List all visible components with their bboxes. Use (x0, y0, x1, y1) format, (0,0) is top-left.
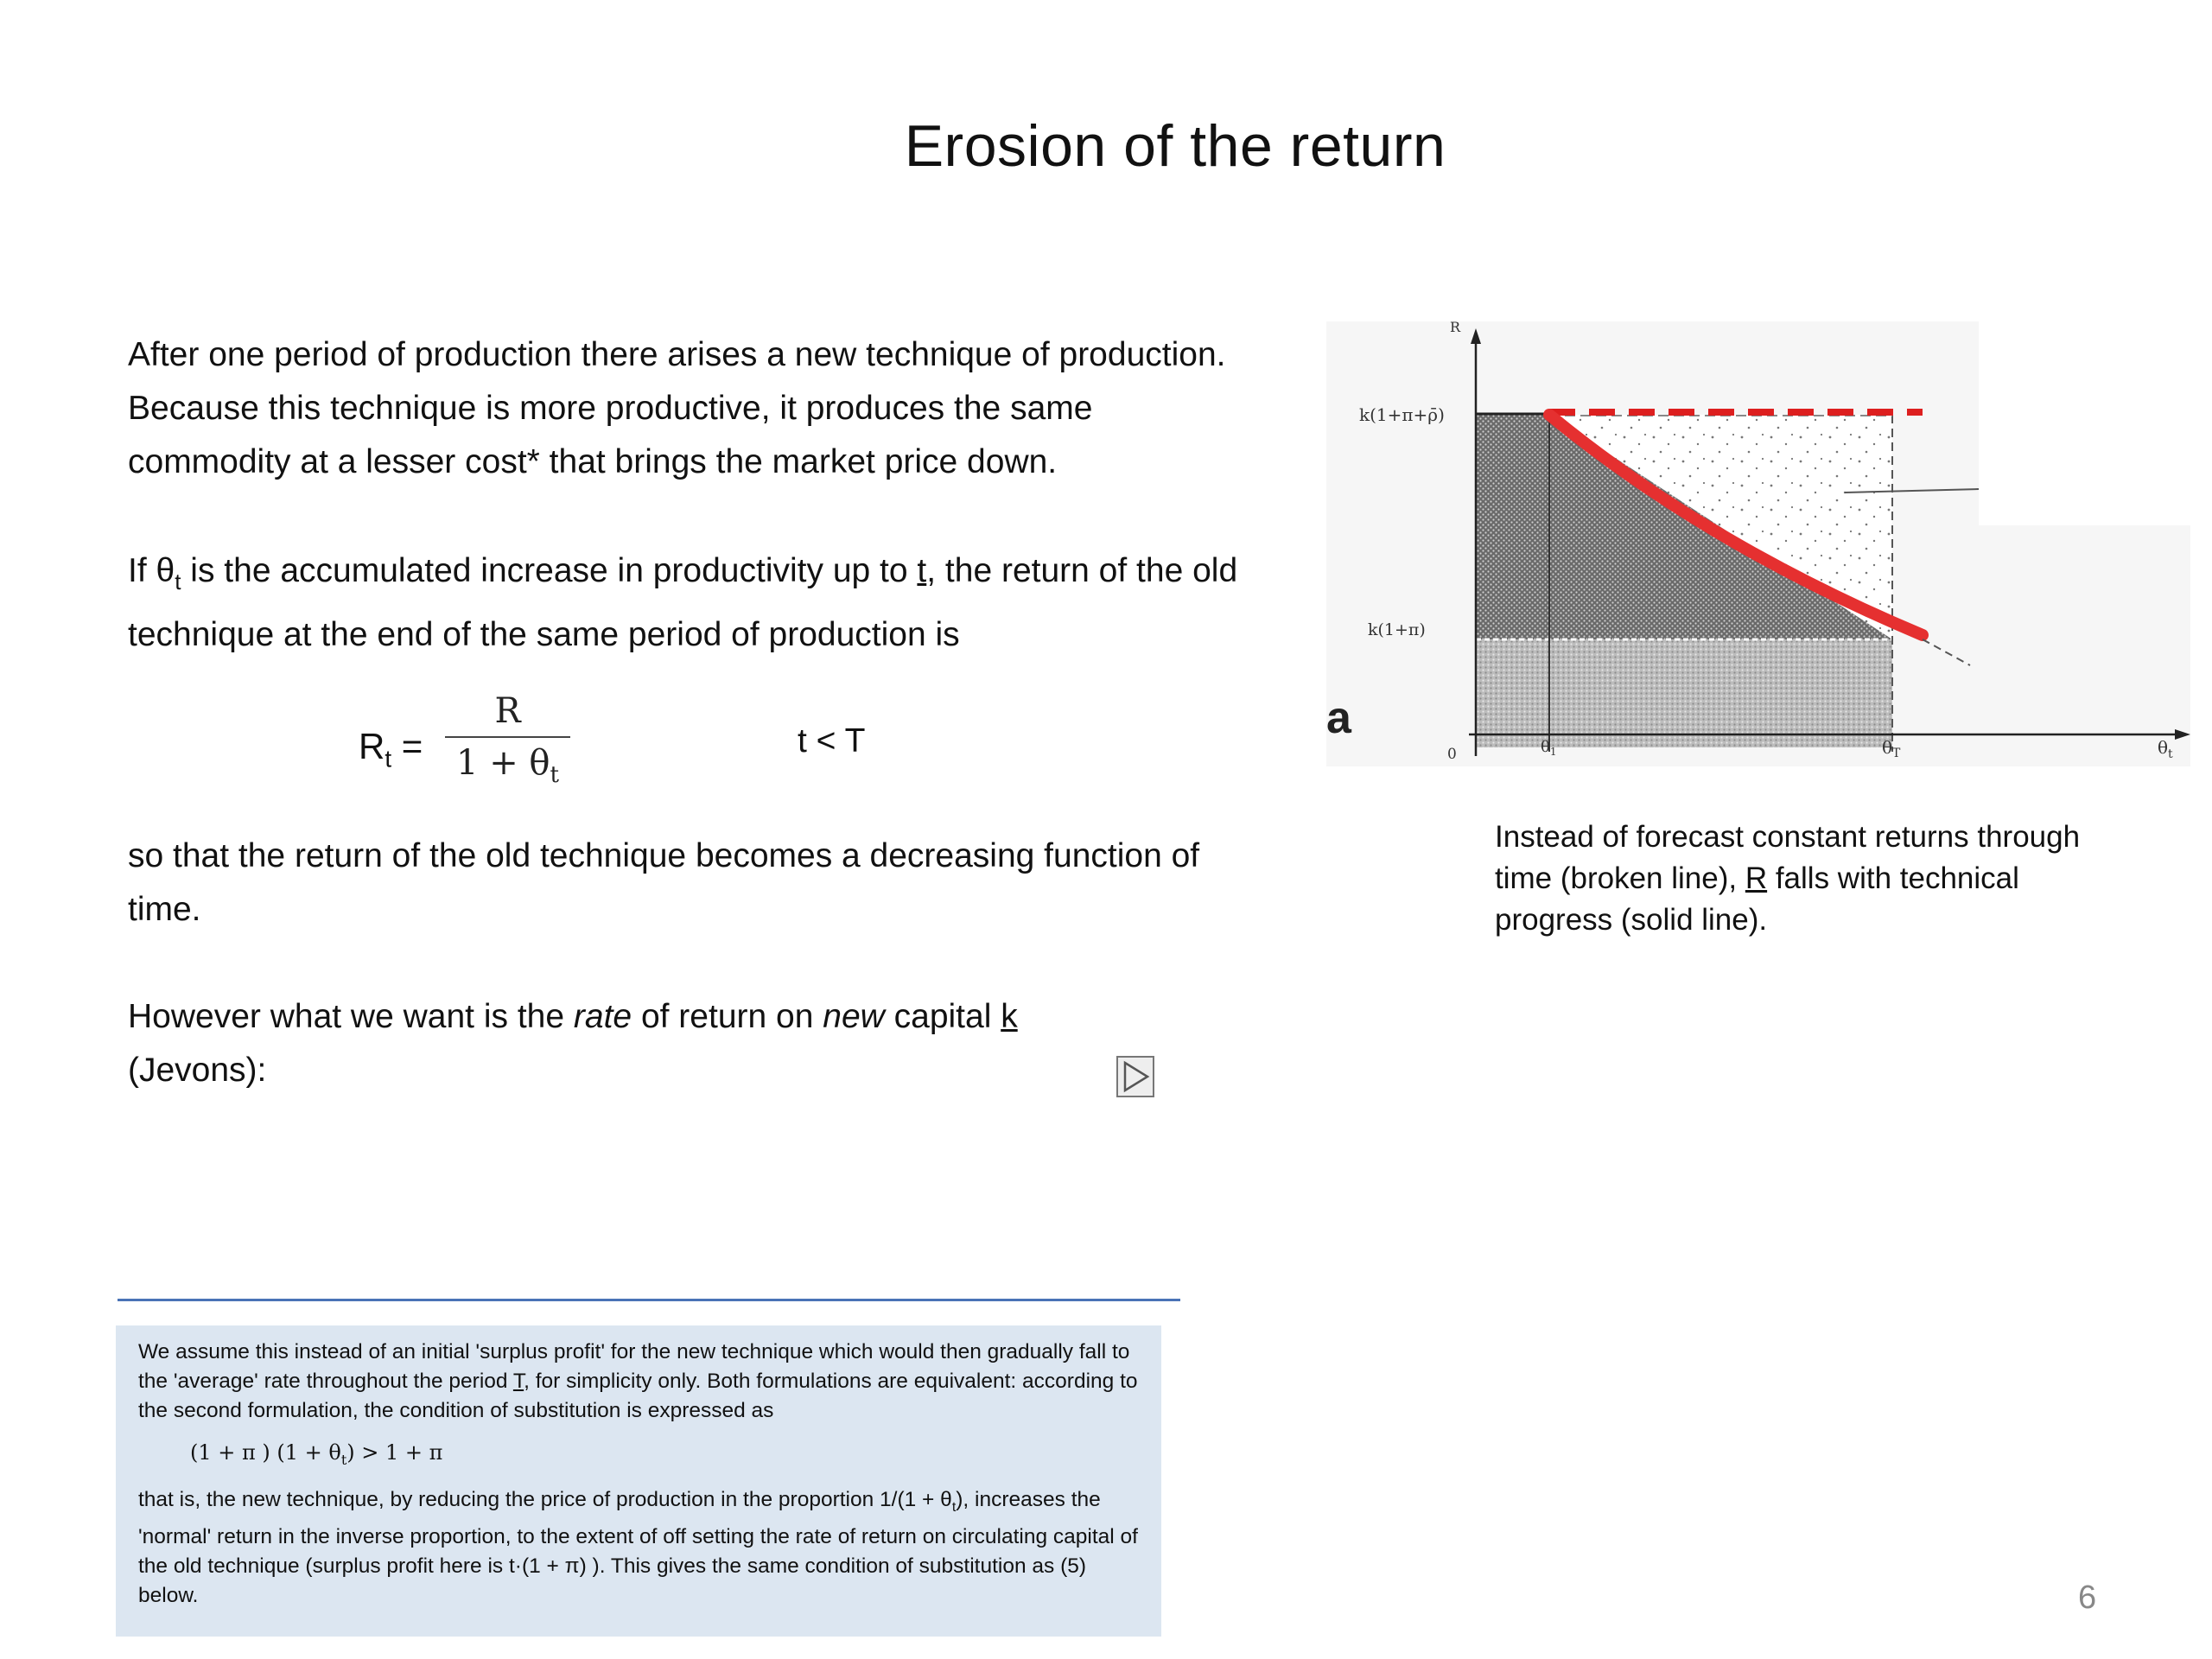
figure-background-right (1979, 525, 2190, 766)
footnote-divider (118, 1299, 1180, 1301)
footnote-para-1: We assume this instead of an initial 'surplus profit' for the new technique which would then gradually fall to the 'average' rate throughout the period T, for simplicity only. Both formulations are equivalent: according to the second formulation, the condition of substitution is expressed as (138, 1340, 1138, 1422)
formula-numerator: R (445, 691, 570, 738)
caption-R-variable: R (1745, 861, 1768, 895)
label-base-return: k(1+π) (1368, 620, 1426, 639)
return-erosion-figure (1326, 311, 2190, 778)
t-variable: t (917, 552, 927, 589)
figure-caption: Instead of forecast constant returns through time (broken line), R falls with technical progress (solid line). (1495, 820, 2081, 937)
theta-symbol: $\theta_t$ (156, 552, 181, 594)
formula-lhs: $R_t$ = (359, 726, 423, 772)
panel-letter: a (1326, 693, 1351, 743)
play-action-icon[interactable] (1116, 1056, 1154, 1097)
axis-y-label: R (1450, 319, 1461, 335)
label-top-return: k(1+π+ρ̄) (1359, 404, 1445, 425)
k-variable: k (1001, 998, 1018, 1035)
paragraph-decreasing: so that the return of the old technique becomes a decreasing function of time. (128, 837, 1200, 928)
hatched-base-region (1476, 639, 1892, 747)
footnote-para-2: that is, the new technique, by reducing the price of production in the proportion $1/(1 + \theta_t)$, increases the 'normal' return in the inverse proportion, to the extent of off setting the rate of return on circulating capital of the old technique (surplus profit here is t·(1 + π) ). This gives the same condition of substitution as (5) below. (138, 1487, 1138, 1607)
paragraph-new-technique (128, 328, 1251, 489)
axis-x-label: $\theta_t$ (2158, 737, 2173, 761)
footnote-equation: (1 + π ) $(1 + \theta_t) > 1 + \pi$ (190, 1440, 443, 1468)
paragraph-jevons: However what we want is the rate of return on new capital k (Jevons): (128, 998, 1018, 1089)
paragraph-theta: If $\theta_t$ is the accumulated increase in productivity up to t, the return of the old technique at the end of the same period of production is (128, 552, 1238, 653)
formula-denominator: $1 + \theta_t$ (456, 743, 559, 788)
origin-label: 0 (1447, 746, 1457, 763)
page-number: 6 (2078, 1580, 2097, 1616)
slide-title: Erosion of the return (904, 113, 1446, 179)
return-formula (359, 691, 963, 804)
paragraph-text: After one period of production there arises a new technique of production. Because this technique is more productive, it produces the same commodity at a lesser cost* that brings the market price down. (128, 336, 1226, 480)
tick-thetaT: $\theta_T$ (1882, 737, 1901, 760)
footnote-box (116, 1325, 1161, 1637)
formula-condition: t < T (798, 722, 866, 760)
tick-theta1: $\theta_1$ (1541, 738, 1557, 758)
formula-fraction (445, 691, 570, 788)
